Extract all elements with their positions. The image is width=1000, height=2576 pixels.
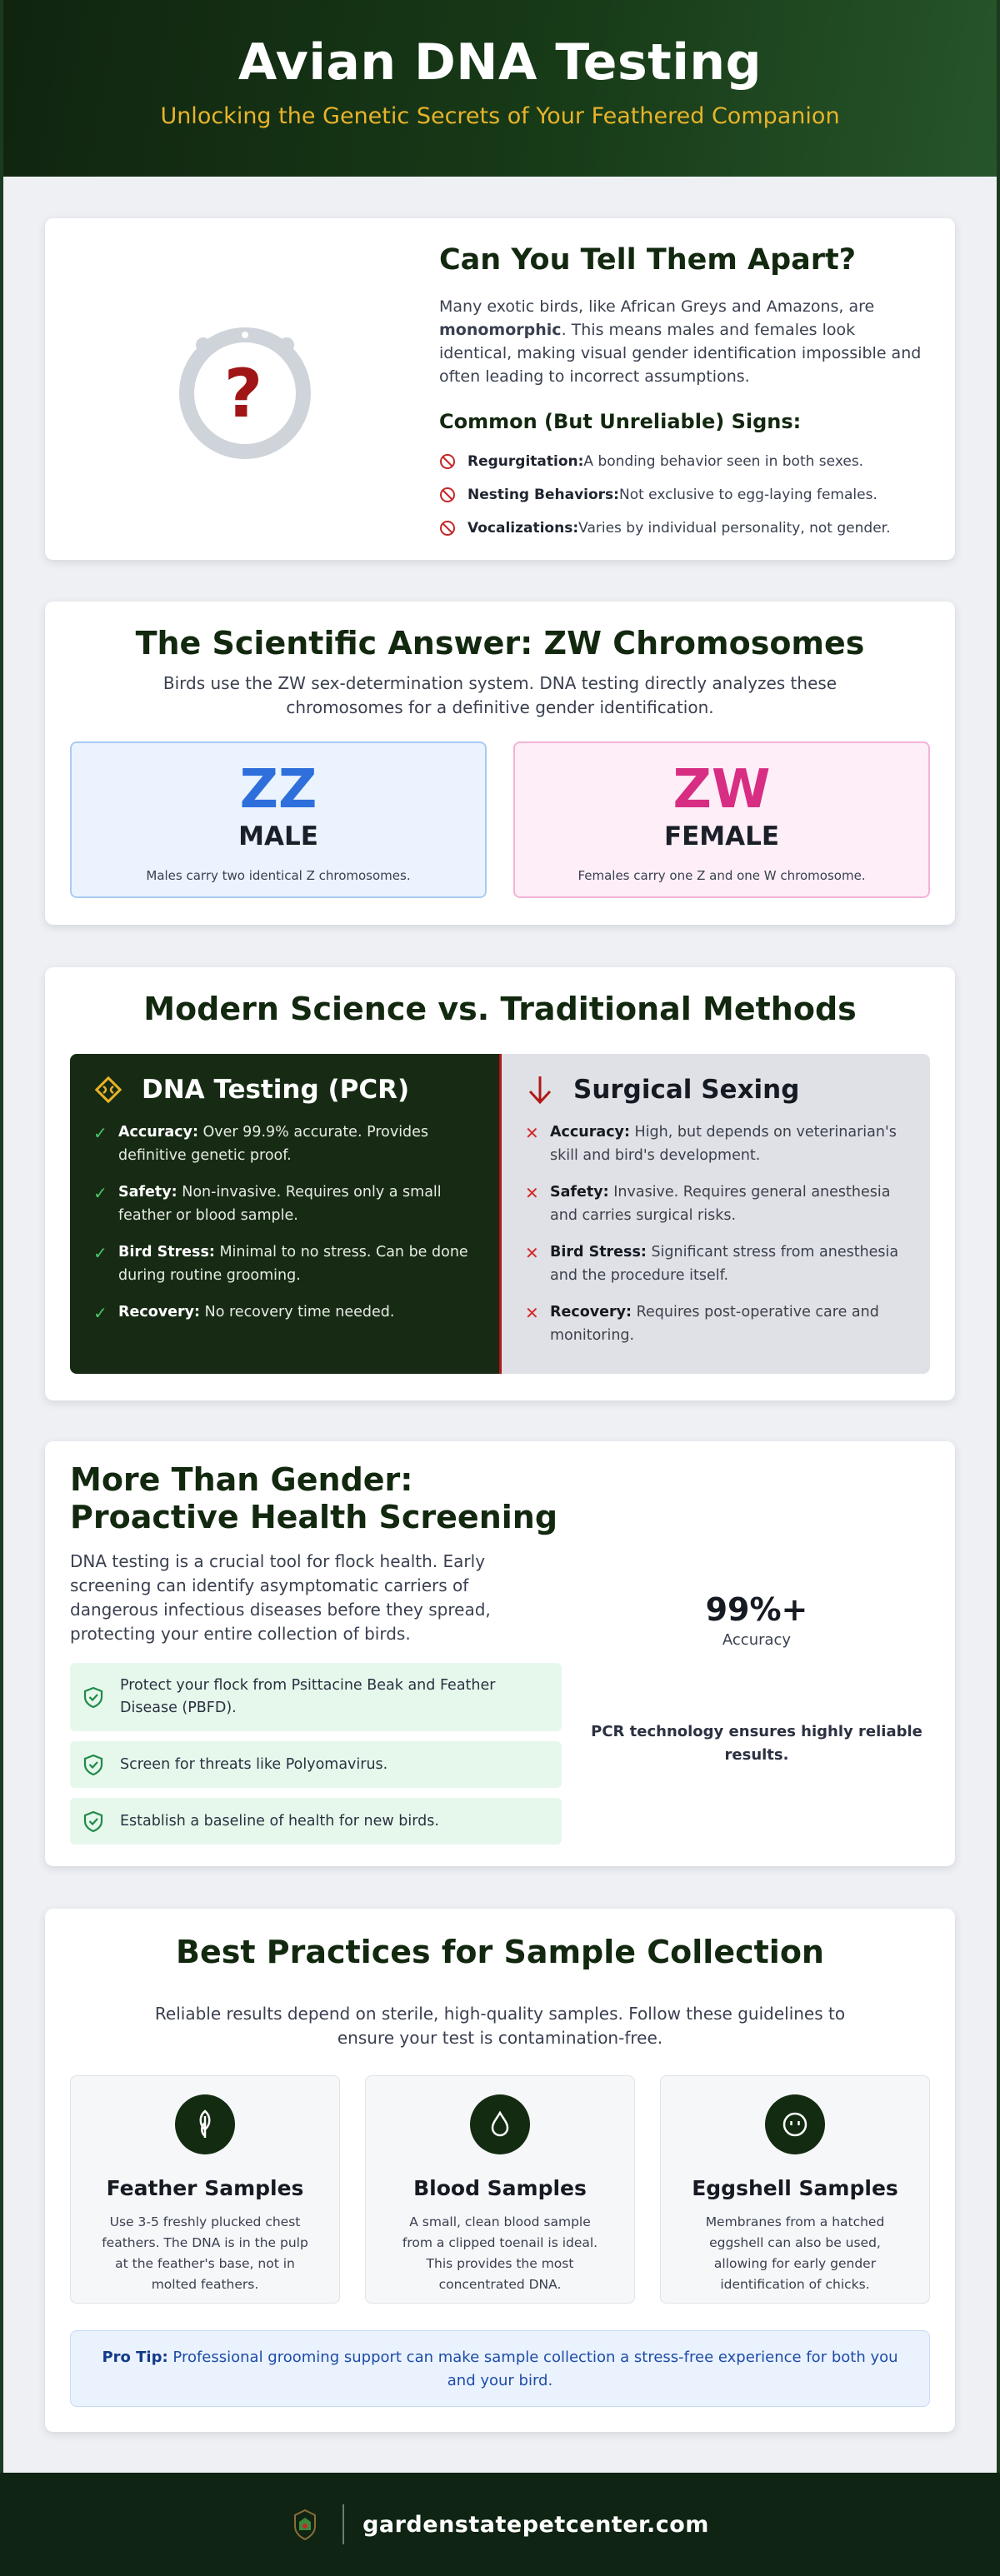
arrow-down-icon [525,1073,555,1106]
footer-site-link[interactable]: gardenstatepetcenter.com [362,2511,709,2538]
section-heading: Best Practices for Sample Collection [176,1934,824,1970]
footer-divider [342,2504,344,2544]
list-item: Protect your flock from Psittacine Beak and Feather Disease (PBFD). [70,1663,562,1731]
list-item: ✕ Accuracy: High, but depends on veterinarian's skill and bird's development. [525,1121,910,1167]
blood-sample-card [365,2075,635,2304]
ban-icon [439,520,456,537]
shield-check-icon [82,1810,105,1833]
dna-diamond-icon [93,1075,123,1105]
sample-title: Feather Samples [106,2176,304,2200]
page-footer [0,2473,1000,2576]
male-chromosome-box [70,741,487,898]
list-item: ✕ Safety: Invasive. Requires general anesthesia and carries surgical risks. [525,1181,910,1227]
sample-title: Blood Samples [413,2176,587,2200]
list-item: Vocalizations:Varies by individual personality, not gender. [439,512,931,545]
sample-collection-card [45,1909,955,2432]
feather-icon [191,2108,219,2141]
panel-title: DNA Testing (PCR) [142,1075,410,1105]
pet-center-logo-icon [291,2508,319,2541]
chromosome-code: ZZ [239,759,318,821]
feather-sample-card [70,2075,340,2304]
list-item: Nesting Behaviors:Not exclusive to egg-laying females. [439,478,931,512]
chromosome-note: Females carry one Z and one W chromosome. [578,868,866,883]
check-icon: ✓ [93,1303,108,1323]
section-description: Reliable results depend on sterile, high-quality samples. Follow these guidelines to ensure your test is contamination-free. [154,2004,846,2048]
sample-title: Eggshell Samples [692,2176,898,2200]
female-chromosome-box [513,741,930,898]
section-description: DNA testing is a crucial tool for flock health. Early screening can identify asymptomatic carriers of dangerous infectious diseases before they spread, protecting your entire collection of birds. [70,1551,491,1644]
sample-text: A small, clean blood sample from a clipped toenail is ideal. This provides the most concentrated DNA. [402,2214,598,2292]
chromosome-note: Males carry two identical Z chromosomes. [146,868,411,883]
surgical-sexing-panel [502,1054,930,1374]
signs-list [439,445,931,545]
zw-chromosomes-card [45,602,955,925]
screening-list [70,1663,562,1845]
droplet-icon [488,2109,512,2139]
health-screening-card [45,1441,955,1866]
shield-check-icon [82,1685,105,1709]
cross-icon: ✕ [525,1243,539,1263]
stat-value: 99%+ [705,1591,808,1628]
ban-icon [439,453,456,470]
cross-icon: ✕ [525,1303,539,1323]
list-item: Screen for threats like Polyomavirus. [70,1741,562,1788]
list-item: ✕ Recovery: Requires post-operative care and monitoring. [525,1300,910,1347]
gender-label: MALE [238,821,318,851]
check-icon: ✓ [93,1183,108,1203]
gender-label: FEMALE [663,821,780,851]
comparison-card [45,967,955,1400]
signs-heading: Common (But Unreliable) Signs: [439,410,802,433]
section-description: Birds use the ZW sex-determination system. DNA testing directly analyzes these chromosomes for a definitive gender identification. [162,673,838,717]
eggshell-sample-card [660,2075,930,2304]
tip-text: Professional grooming support can make sample collection a stress-free experience for both you and your bird. [168,2349,898,2389]
check-icon: ✓ [93,1123,108,1143]
list-item: ✕ Bird Stress: Significant stress from anesthesia and the procedure itself. [525,1241,910,1287]
pro-tip-box [70,2330,930,2407]
list-item: ✓ Safety: Non-invasive. Requires only a small feather or blood sample. [93,1181,479,1227]
list-item: ✓ Recovery: No recovery time needed. [93,1300,479,1325]
chromosome-code: ZW [672,759,771,821]
list-item: Regurgitation:A bonding behavior seen in both sexes. [439,445,931,478]
list-item: ✓ Accuracy: Over 99.9% accurate. Provides definitive genetic proof. [93,1121,479,1167]
ban-icon [439,487,456,503]
list-item: Establish a baseline of health for new birds. [70,1798,562,1845]
intro-paragraph: Many exotic birds, like African Greys and Amazons, are monomorphic. This means males and females look identical, making visual gender identification impossible and often leading to incorrect assumptions. [439,297,922,386]
panel-title: Surgical Sexing [573,1075,800,1105]
section-heading: The Scientific Answer: ZW Chromosomes [135,625,865,661]
list-item: ✓ Bird Stress: Minimal to no stress. Can be done during routine grooming. [93,1241,479,1287]
stat-description: PCR technology ensures highly reliable results. [591,1723,922,1764]
sample-text: Membranes from a hatched eggshell can also be used, allowing for early gender identification of chicks. [705,2214,885,2292]
sample-text: Use 3-5 freshly plucked chest feathers. The DNA is in the pulp at the feather's base, not in molted feathers. [102,2214,308,2292]
tip-label: Pro Tip: [102,2349,168,2366]
shield-check-icon [82,1753,105,1776]
cross-icon: ✕ [525,1183,539,1203]
cross-icon: ✕ [525,1123,539,1143]
section-heading: Modern Science vs. Traditional Methods [143,991,857,1027]
section-heading: Can You Tell Them Apart? [439,243,857,277]
question-gear-icon [170,318,320,468]
tell-apart-card [45,218,955,560]
egg-face-icon [780,2109,810,2139]
page-subtitle: Unlocking the Genetic Secrets of Your Feathered Companion [160,103,840,129]
check-icon: ✓ [93,1243,108,1263]
section-heading: More Than Gender: Proactive Health Screening [70,1461,558,1535]
dna-testing-panel [70,1054,502,1374]
stat-caption: Accuracy [722,1631,792,1649]
svg-text:?: ? [223,355,263,432]
page-title: Avian DNA Testing [238,33,762,92]
accuracy-stat [582,1591,932,1767]
